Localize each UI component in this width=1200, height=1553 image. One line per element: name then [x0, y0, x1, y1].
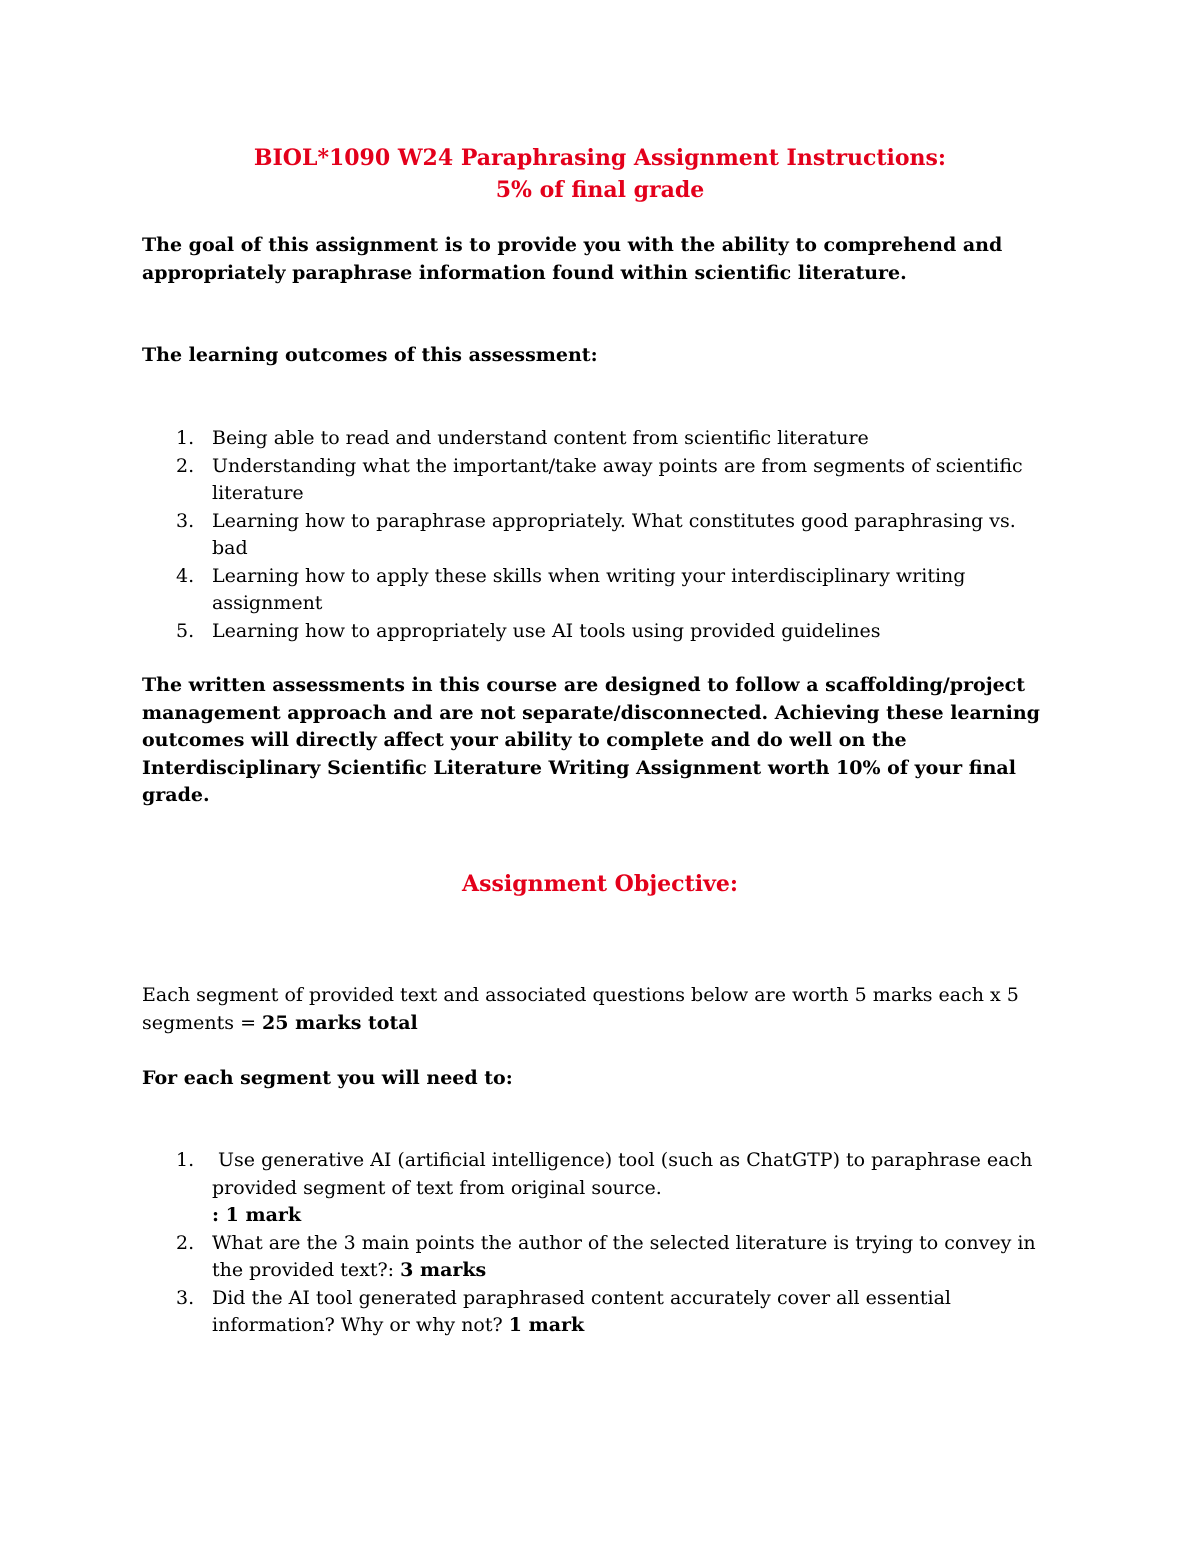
list-item-text: provided segment of text from original source. — [212, 1176, 662, 1199]
list-number: 2. — [176, 454, 195, 477]
goal-paragraph — [142, 232, 1072, 287]
list-number: 2. — [176, 1231, 195, 1254]
list-number: 5. — [176, 619, 195, 642]
list-item-text: literature — [212, 482, 304, 504]
list-number: 1. — [176, 1149, 195, 1171]
goal-line-2: appropriately paraphrase information found within scientific literature. — [142, 261, 907, 284]
task-3-marks: 1 mark — [508, 1314, 585, 1336]
tasks-list — [142, 1147, 1082, 1340]
list-item — [142, 508, 1082, 563]
segments-line-2-text: segments = — [142, 1011, 263, 1034]
list-number: 3. — [176, 509, 195, 532]
list-item — [142, 425, 1082, 453]
task-1-marks: : 1 mark — [212, 1204, 302, 1226]
total-marks: 25 marks total — [262, 1011, 418, 1034]
list-item-text: Learning how to apply these skills when writing your interdisciplinary writing — [212, 564, 966, 587]
list-item — [142, 618, 1082, 646]
list-item-text: What are the 3 main points the author of the selected literature is trying to convey in — [212, 1231, 1036, 1254]
list-item-text: information? Why or why not? — [212, 1314, 509, 1336]
list-item-text: Did the AI tool generated paraphrased content accurately cover all essential — [212, 1286, 951, 1309]
scaffold-line-1: The written assessments in this course are designed to follow a scaffolding/project — [142, 674, 1026, 696]
scaffold-line-2: management approach and are not separate/disconnected. Achieving these learning — [142, 701, 1040, 724]
list-number: 4. — [176, 564, 195, 587]
list-number: 3. — [176, 1286, 195, 1309]
title-line-1: BIOL*1090 W24 Paraphrasing Assignment Instructions: — [253, 145, 947, 171]
segments-paragraph — [142, 982, 1072, 1037]
task-2-marks: 3 marks — [400, 1259, 487, 1281]
list-item-text: Learning how to paraphrase appropriately. What constitutes good paraphrasing vs. — [212, 509, 1016, 532]
list-item-text: Learning how to appropriately use AI tools using provided guidelines — [212, 619, 881, 642]
list-item-text: bad — [212, 537, 248, 559]
list-item-text-wrap — [212, 1257, 1082, 1285]
list-item-text: assignment — [212, 592, 323, 614]
list-item — [142, 1147, 1082, 1230]
document-title — [0, 142, 1200, 206]
outcomes-heading: The learning outcomes of this assessment: — [142, 344, 598, 366]
list-item — [142, 1285, 1082, 1340]
scaffold-line-5: grade. — [142, 784, 210, 806]
tasks-heading: For each segment you will need to: — [142, 1067, 513, 1089]
list-number: 1. — [176, 427, 195, 449]
list-item-text: Understanding what the important/take away points are from segments of scientific — [212, 454, 1023, 477]
scaffold-paragraph — [142, 672, 1072, 810]
list-item-text: Use generative AI (artificial intelligence) tool (such as ChatGTP) to paraphrase each — [212, 1149, 1033, 1171]
scaffold-line-4: Interdisciplinary Scientific Literature Writing Assignment worth 10% of your final — [142, 756, 1016, 779]
list-item — [142, 563, 1082, 618]
list-item — [142, 1230, 1082, 1285]
list-item — [142, 453, 1082, 508]
title-line-2: 5% of final grade — [495, 177, 705, 203]
segments-line-2 — [142, 1010, 1072, 1038]
goal-line-1: The goal of this assignment is to provide you with the ability to comprehend and — [142, 234, 1003, 256]
scaffold-line-3: outcomes will directly affect your ability to complete and do well on the — [142, 729, 907, 751]
objective-heading: Assignment Objective: — [462, 871, 738, 897]
list-item-text: the provided text?: — [212, 1259, 401, 1281]
list-item-text-wrap — [212, 1312, 1082, 1340]
outcomes-list — [142, 425, 1082, 645]
list-item-text: Being able to read and understand content from scientific literature — [212, 427, 869, 449]
segments-line-1: Each segment of provided text and associated questions below are worth 5 marks each x 5 — [142, 984, 1019, 1006]
